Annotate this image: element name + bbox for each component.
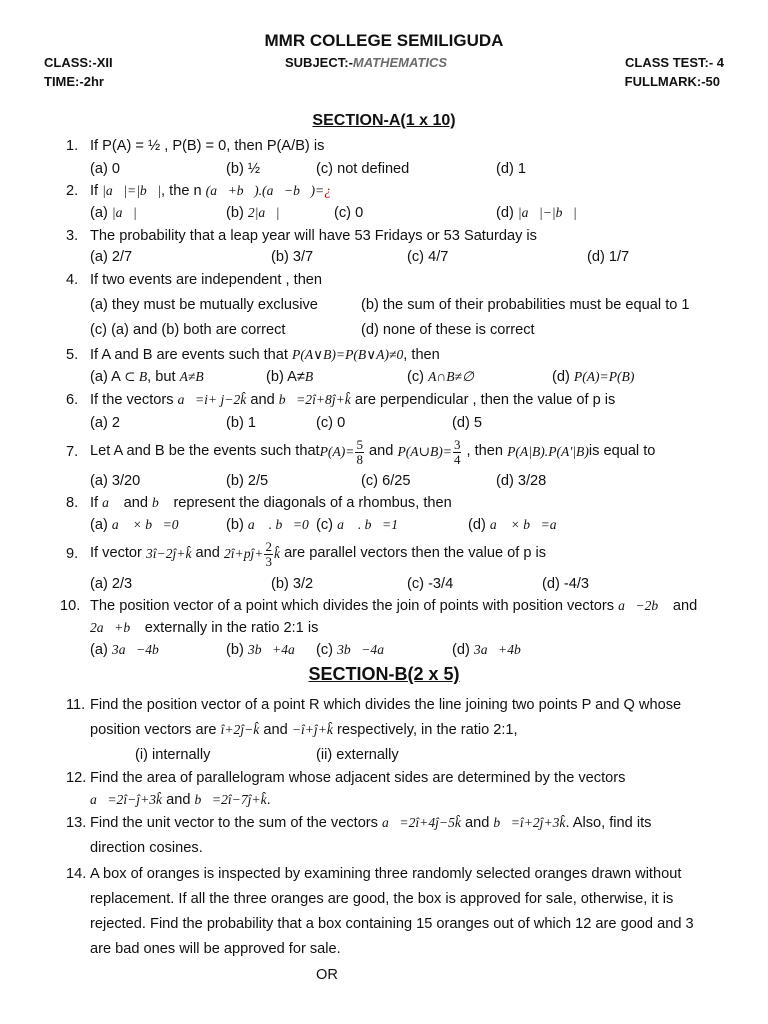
q8-number: 8. [66,495,79,511]
q8-option-c: (c) a⃗ . b⃗=1 [316,517,398,533]
q11-number: 11. [66,697,86,713]
q5-option-d: (d) P(A)=P(B) [552,369,635,385]
q9-option-c: (c) -3/4 [407,576,454,592]
q1-option-c: (c) not defined [316,161,410,177]
q8-option-b: (b) a⃗ . b⃗=0⃗ [226,517,320,533]
q14-text-line4: are bad ones will be approved for sale. [90,941,341,957]
q1-option-a: (a) 0 [90,161,121,177]
q3-number: 3. [66,228,79,244]
q4-option-d: (d) none of these is correct [361,322,535,338]
q1-text: If P(A) = ½ , P(B) = 0, then P(A/B) is [90,138,325,154]
q2-number: 2. [66,183,79,199]
q6-text: If the vectors a⃗=i+ j−2k̂ and b⃗=2î+8ĵ+k̂ are perpendicular , then the value of p is [90,392,616,408]
q2-math-1: |a⃗|=|b⃗| [102,183,162,198]
q11-text-line1: Find the position vector of a point R which divides the line joining two points P and Q whose [90,697,682,713]
q14-text-line3: rejected. Find the probability that a box containing 15 oranges out of which 12 are good and 3 [90,916,694,932]
q11-part-ii: (ii) externally [316,747,399,763]
q7-option-c: (c) 6/25 [361,473,411,489]
q10-number: 10. [60,598,81,614]
time-label: TIME:-2hr [44,74,104,89]
or-label: OR [316,967,338,983]
q3-option-d: (d) 1/7 [587,249,630,265]
q13-text-line2: direction cosines. [90,840,203,856]
q8-option-a: (a) a⃗ × b⃗=0⃗ [90,517,190,533]
q5-text: If A and B are events such that P(A∨B)=P(B∨A)≠0, then [90,347,440,363]
fullmark-label: FULLMARK:-50 [624,74,720,89]
q7-text: Let A and B be the events such that P(A)= $\frac{5}{8}$ and P(A∪B)= $\frac{3}{4}$ , then P(A|B).P(A′|B) is equal to [90,436,656,467]
q9-fraction: $\frac{2}{3}$ [265,538,272,569]
q2-math-2: (a⃗+b⃗).(a⃗−b⃗)= [205,183,325,198]
q4-option-c: (c) (a) and (b) both are correct [90,322,286,338]
q1-option-b: (b) ½ [226,161,261,177]
subject-prefix: SUBJECT:- [285,55,353,70]
q10-text-line1: The position vector of a point which divides the join of points with position vectors a⃗−2b⃗ and [90,598,698,614]
q2-option-a: (a) |a⃗| [90,205,137,221]
q14-text-line2: replacement. If all the three oranges are good, the box is approved for sale, otherwise, it is [90,891,674,907]
class-test-label: CLASS TEST:- 4 [625,55,724,70]
q2-math-3: ¿ [324,183,331,198]
q3-text: The probability that a leap year will have 53 Fridays or 53 Saturday is [90,228,537,244]
q5-number: 5. [66,347,79,363]
q10-option-c: (c) 3b⃗−4a⃗ [316,642,395,658]
q12-text-line2: a⃗=2î−ĵ+3k̂ and b⃗=2î−7ĵ+k̂. [90,792,271,808]
section-a-title: SECTION-A(1 x 10) [312,112,456,129]
q7-option-a: (a) 3/20 [90,473,141,489]
q9-option-b: (b) 3/2 [271,576,314,592]
q13-number: 13. [66,815,87,831]
q12-text-line1: Find the area of parallelogram whose adjacent sides are determined by the vectors [90,770,626,786]
q11-part-i: (i) internally [135,747,211,763]
section-b-title: SECTION-B(2 x 5) [308,664,460,684]
q2-text: If |a⃗|=|b⃗|, the n (a⃗+b⃗).(a⃗−b⃗)=¿ [90,183,331,199]
q7-fraction-2: $\frac{3}{4}$ [453,436,461,467]
q7-fraction-1: $\frac{5}{8}$ [356,436,363,467]
q9-text: If vector 3î−2ĵ+k̂ and 2î+pĵ+ $\frac{2}{3}$ k̂ are parallel vectors then the value of p is [90,538,547,569]
q4-option-b: (b) the sum of their probabilities must be equal to 1 [361,297,690,313]
class-label: CLASS:-XII [44,55,113,70]
q5-option-b: (b) A≠B [266,369,314,385]
q8-text: If a⃗ and b⃗ represent the diagonals of a rhombus, then [90,495,452,511]
q7-number: 7. [66,444,79,460]
q5-option-c: (c) A∩B≠∅ [407,369,474,385]
q5-option-a: (a) A ⊂ B, but A≠B [90,369,204,385]
q3-option-b: (b) 3/7 [271,249,314,265]
q2-option-c: (c) 0 [334,205,364,221]
q6-option-a: (a) 2 [90,415,121,431]
q9-number: 9. [66,546,79,562]
q10-option-b: (b) 3b⃗+4a⃗ [226,642,306,658]
subject-label [285,55,447,71]
q4-number: 4. [66,272,79,288]
q9-option-a: (a) 2/3 [90,576,133,592]
q1-number: 1. [66,138,79,154]
q14-text-line1: A box of oranges is inspected by examining three randomly selected oranges drawn without [90,866,682,882]
q13-text-line1: Find the unit vector to the sum of the vectors a⃗=2î+4ĵ−5k̂ and b⃗=î+2ĵ+3k̂. Also, find its [90,815,652,831]
subject-name: MATHEMATICS [352,55,448,70]
q10-option-a: (a) 3a⃗−4b⃗ [90,642,170,658]
q7-option-d: (d) 3/28 [496,473,547,489]
q3-option-a: (a) 2/7 [90,249,133,265]
q4-option-a: (a) they must be mutually exclusive [90,297,318,313]
q4-text: If two events are independent , then [90,272,323,288]
college-name: MMR COLLEGE SEMILIGUDA [264,31,504,50]
q7-option-b: (b) 2/5 [226,473,269,489]
q12-number: 12. [66,770,87,786]
q10-option-d: (d) 3a⃗+4b⃗ [452,642,532,658]
q3-option-c: (c) 4/7 [407,249,449,265]
q2-option-b: (b) 2|a⃗| [226,205,280,221]
q6-option-d: (d) 5 [452,415,483,431]
q8-option-d: (d) a⃗ × b⃗=a⃗ [468,517,568,533]
q2-option-d: (d) |a⃗|−|b⃗| [496,205,577,221]
q6-number: 6. [66,392,79,408]
q6-option-b: (b) 1 [226,415,257,431]
q6-option-c: (c) 0 [316,415,346,431]
q10-text-line2: 2a⃗+b⃗ externally in the ratio 2:1 is [90,620,319,636]
q11-text-line2: position vectors are î+2ĵ−k̂ and −î+ĵ+k̂ respectively, in the ratio 2:1, [90,722,518,738]
q9-option-d: (d) -4/3 [542,576,590,592]
q1-option-d: (d) 1 [496,161,527,177]
q14-number: 14. [66,866,87,882]
